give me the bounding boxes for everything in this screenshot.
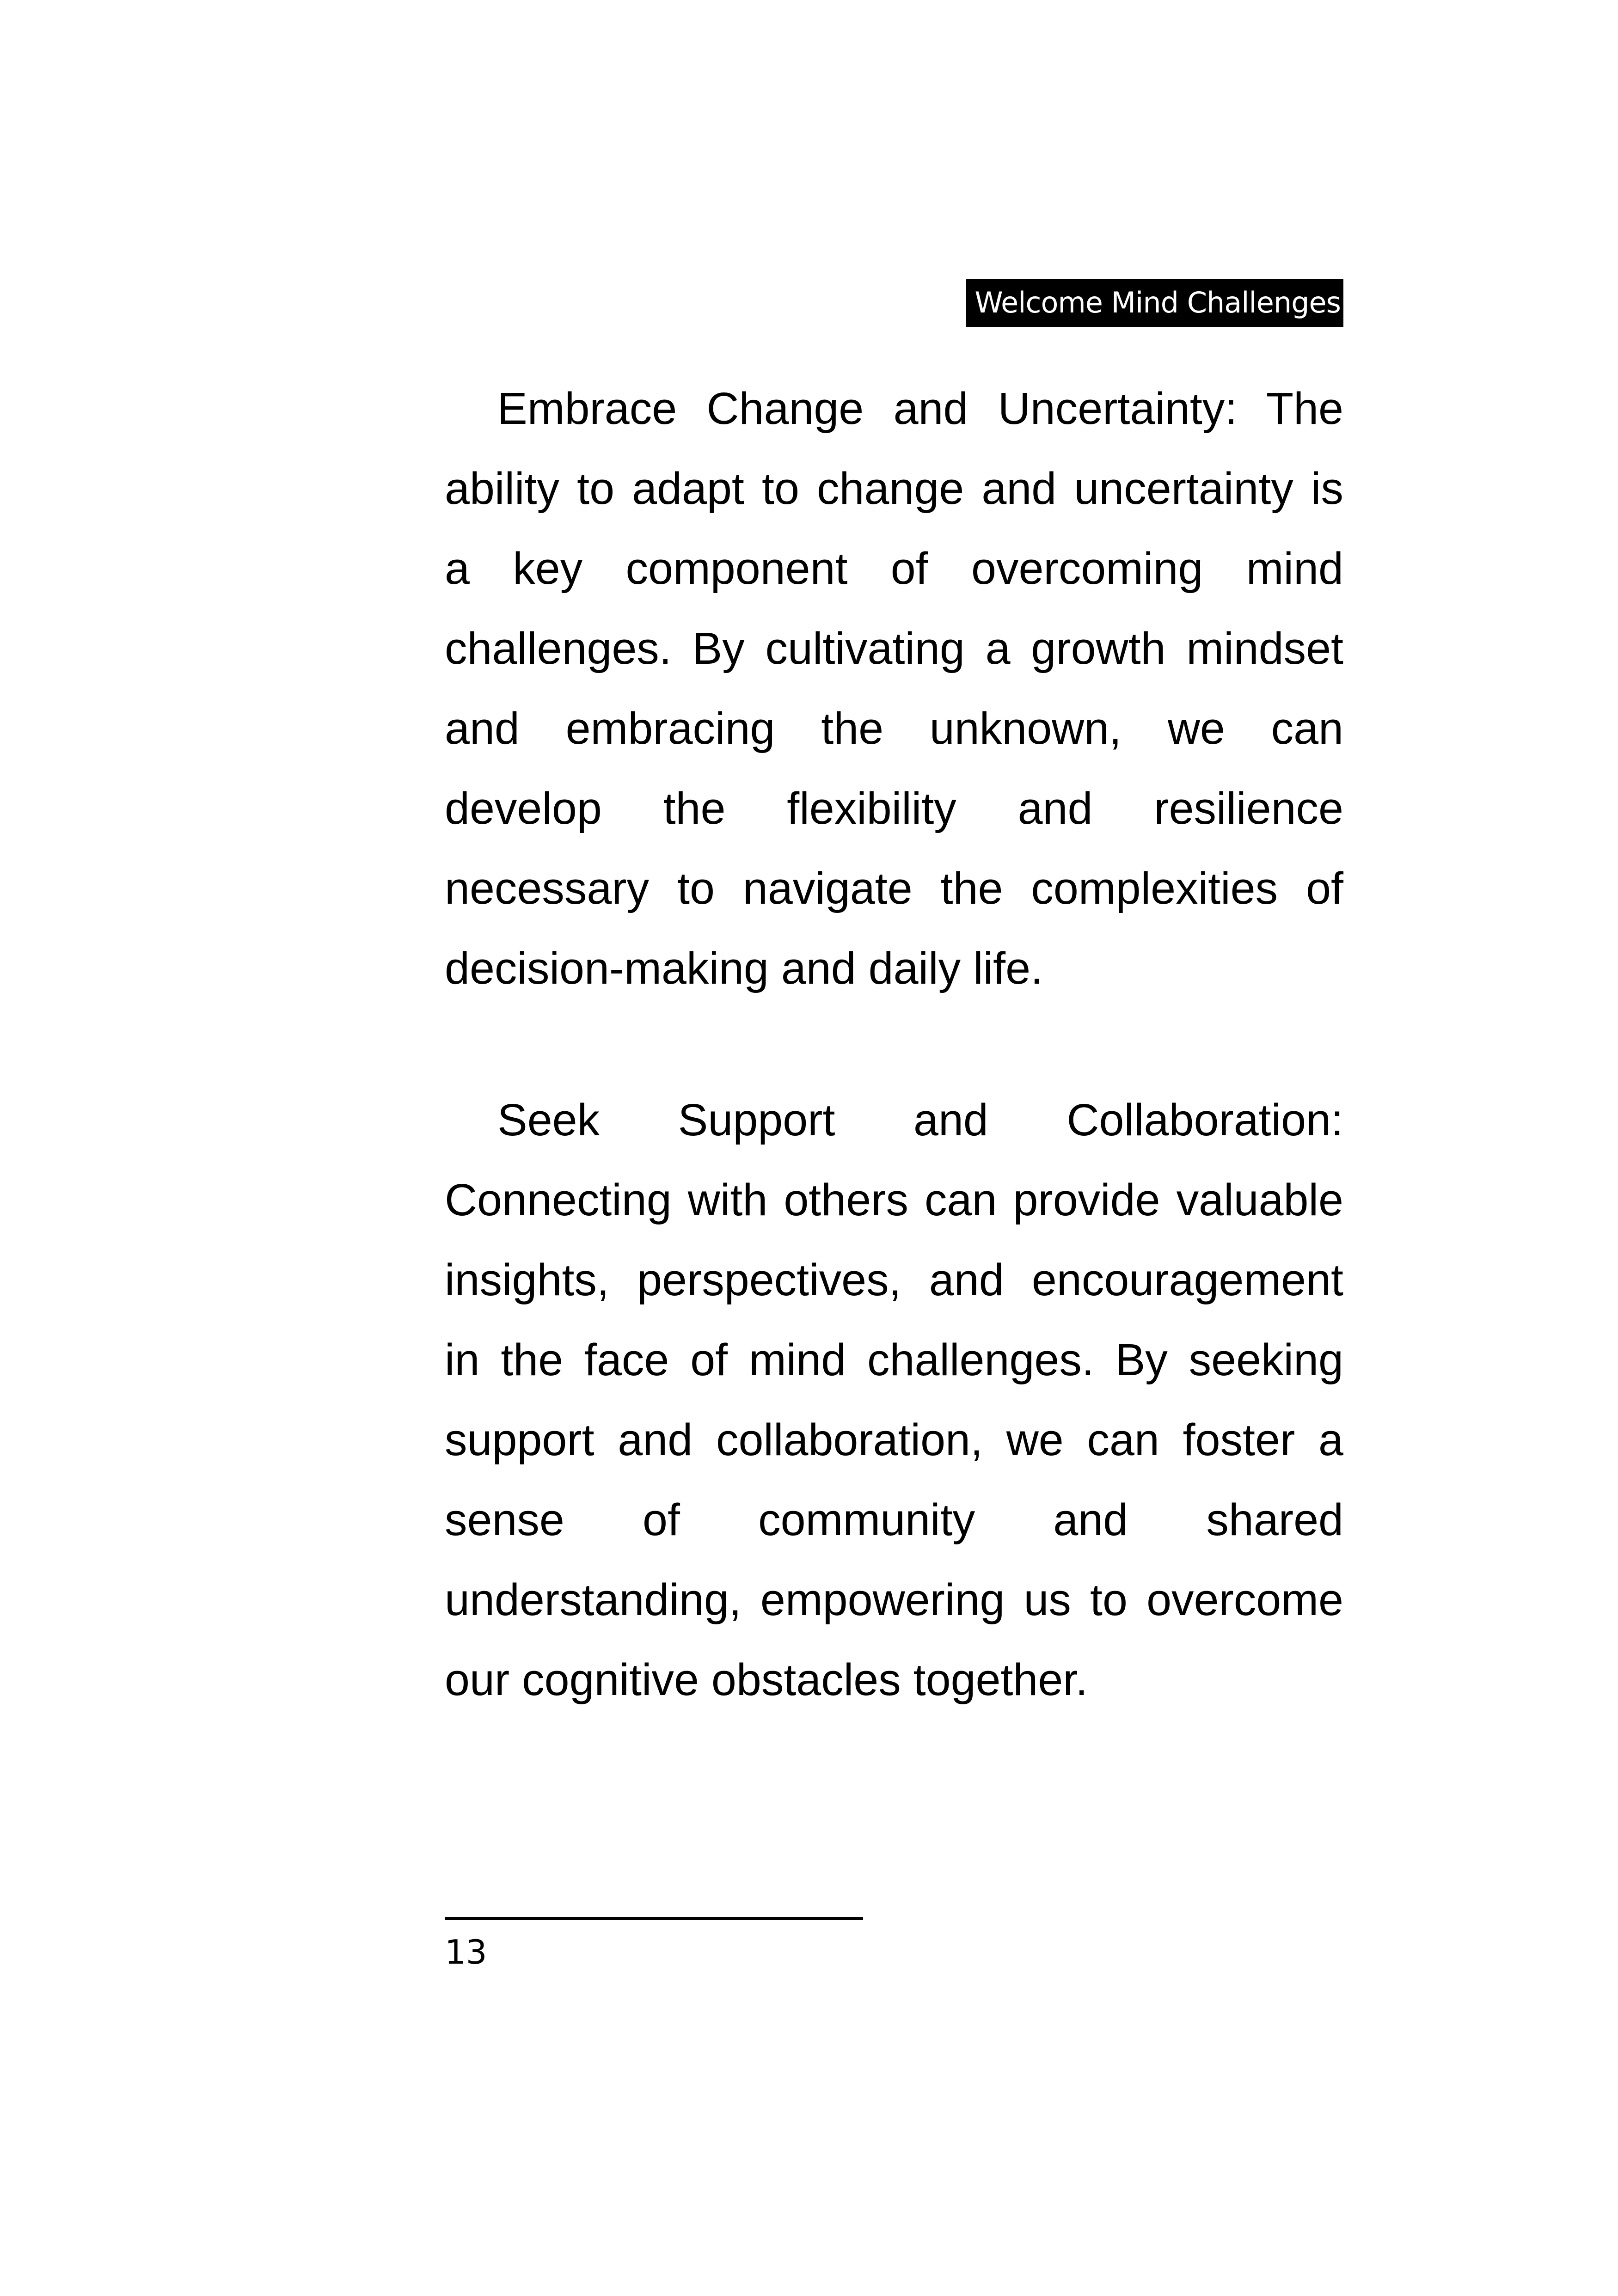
paragraph-text: Embrace Change and Uncertainty: The ability to adapt to change and uncertainty is a key component of overcoming mind challenges. By cultivating a growth mindset and embracing the unknown, we can develop the flexibility and resilience necessary to navigate the complexities of decision-making and daily life. xyxy=(445,383,1343,993)
running-header: Welcome Mind Challenges xyxy=(966,279,1343,327)
page-number: 13 xyxy=(445,1933,487,1971)
footnote-divider xyxy=(445,1917,863,1920)
paragraph-embrace-change xyxy=(445,368,1343,1008)
paragraph-text: Seek Support and Collaboration: Connecting with others can provide valuable insights, perspectives, and encouragement in the face of mind challenges. By seeking support and collaboration, we can foster a sense of community and shared understanding, empowering us to overcome our cognitive obstacles together. xyxy=(445,1095,1343,1705)
paragraph-seek-support xyxy=(445,1080,1343,1720)
